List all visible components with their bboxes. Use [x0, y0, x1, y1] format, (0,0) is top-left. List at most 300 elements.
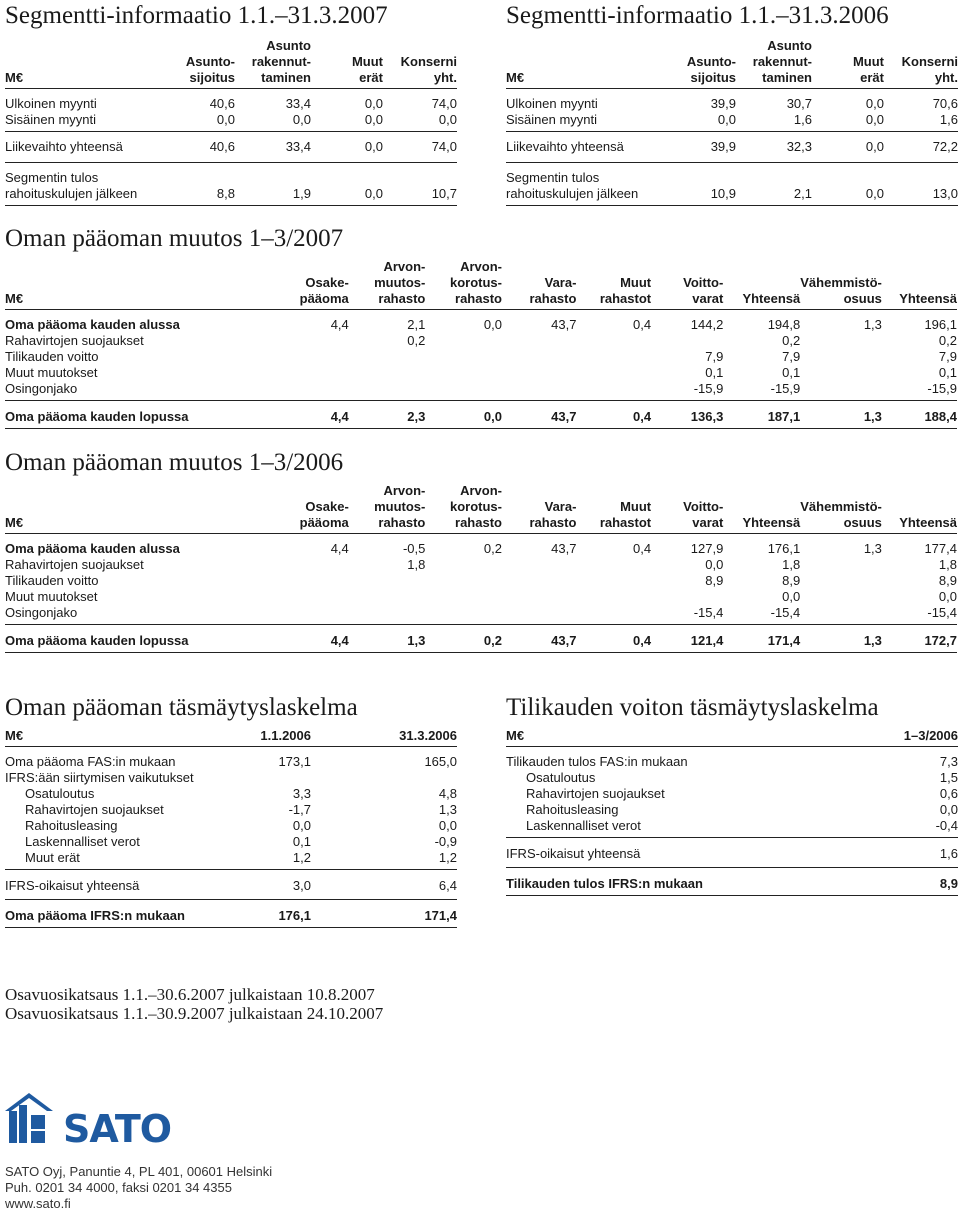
column-header: 31.3.2006 [399, 728, 457, 743]
table-row [5, 365, 957, 381]
cell-value: -15,4 [693, 605, 724, 620]
cell-value [576, 573, 651, 589]
cell-value: 0,2 [938, 333, 957, 348]
cell-value: 8,9 [938, 573, 957, 588]
cell-value: 10,7 [431, 186, 457, 201]
segment-table-2007 [5, 38, 457, 206]
column-header: Arvon- muutos- rahasto [374, 259, 426, 306]
cell-value [800, 333, 882, 349]
column-header: Yhteensä [899, 291, 957, 306]
column-header: 1.1.2006 [260, 728, 311, 743]
equity-table-2006 [5, 483, 957, 653]
cell-value [425, 589, 502, 605]
website-link[interactable]: www.sato.fi [5, 1196, 71, 1211]
cell-value: 4,4 [330, 317, 349, 332]
column-header: Yhteensä [742, 515, 801, 530]
cell-value: 1,3 [863, 541, 882, 556]
section-row [5, 770, 457, 786]
cell-value: 72,2 [932, 139, 958, 154]
total-row [506, 868, 958, 896]
cell-value: 0,2 [483, 633, 502, 648]
column-header: Muut rahastot [599, 275, 652, 306]
table-row [5, 333, 957, 349]
logo-wordmark: SATO [63, 1107, 172, 1151]
spacer-row [506, 89, 958, 97]
row-label: IFRS-oikaisut yhteensä [5, 878, 140, 893]
column-header: Vara- rahasto [529, 499, 577, 530]
address-line: SATO Oyj, Panuntie 4, PL 401, 00601 Helsinki [5, 1164, 273, 1179]
cell-value: 1,8 [938, 557, 957, 572]
row-label: Oma pääoma kauden lopussa [5, 409, 189, 424]
cell-value [502, 557, 576, 573]
row-label: Osingonjako [5, 381, 78, 396]
cell-value: 171,4 [767, 633, 801, 648]
table-row [5, 132, 457, 163]
table-row [506, 170, 958, 186]
cell-value [248, 557, 349, 573]
cell-value: 188,4 [924, 409, 957, 424]
cell-value: 8,9 [705, 573, 724, 588]
cell-value [651, 589, 723, 605]
cell-value: 0,4 [633, 317, 652, 332]
cell-value: -15,9 [770, 381, 801, 396]
cell-value [425, 381, 502, 401]
cell-value [425, 573, 502, 589]
cell-value: 194,8 [767, 317, 801, 332]
row-label: Rahoitusleasing [25, 818, 118, 833]
table-row [506, 786, 958, 802]
cell-value: 1,6 [939, 846, 958, 861]
table-header-row [5, 483, 957, 534]
row-label: Liikevaihto yhteensä [506, 139, 624, 154]
section-title: Oman pääoman täsmäytyslaskelma [5, 694, 358, 721]
row-label: Oma pääoma IFRS:n mukaan [5, 908, 185, 923]
row-label: Laskennalliset verot [25, 834, 140, 849]
cell-value: 1,3 [863, 317, 882, 332]
cell-value: 172,7 [924, 633, 957, 648]
column-header: Arvon- korotus- rahasto [449, 483, 502, 530]
equity-change-2007 [5, 225, 957, 429]
cell-value [248, 365, 349, 381]
cell-value: 0,0 [292, 112, 311, 127]
table-row [5, 349, 957, 365]
row-label: rahoituskulujen jälkeen [5, 186, 138, 201]
cell-value: 10,9 [710, 186, 736, 201]
header-unit: M€ [5, 70, 24, 85]
equity-reconciliation [5, 694, 457, 928]
cell-value [349, 589, 426, 605]
segment-info-2006 [506, 2, 958, 206]
row-label: Segmentin tulos [506, 170, 600, 185]
cell-value: 1,9 [292, 186, 311, 201]
table-row [5, 96, 457, 112]
section-title: Segmentti-informaatio 1.1.–31.3.2007 [5, 2, 388, 29]
table-header-row [506, 728, 958, 747]
cell-value: 30,7 [786, 96, 812, 111]
cell-value: 0,2 [407, 333, 426, 348]
cell-value: 144,2 [690, 317, 724, 332]
segment-info-2007 [5, 2, 457, 206]
table-header-row [5, 728, 457, 747]
cell-value [502, 349, 576, 365]
table-row [5, 557, 957, 573]
row-label: Muut muutokset [5, 589, 98, 604]
cell-value [425, 349, 502, 365]
cell-value: 32,3 [786, 139, 812, 154]
cell-value: 1,2 [292, 850, 311, 865]
cell-value [576, 605, 651, 625]
cell-value: 1,3 [863, 409, 882, 424]
cell-value: -0,9 [434, 834, 457, 849]
table-row [506, 754, 958, 770]
row-label: Sisäinen myynti [5, 112, 97, 127]
cell-value: 165,0 [424, 754, 457, 769]
cell-value: 0,0 [438, 818, 457, 833]
cell-value: 173,1 [278, 754, 311, 769]
column-header: Yhteensä [899, 515, 957, 530]
cell-value: 33,4 [285, 139, 311, 154]
column-header: Arvon- muutos- rahasto [374, 483, 426, 530]
cell-value [248, 605, 349, 625]
cell-value: 43,7 [551, 633, 577, 648]
table-header-row [5, 38, 457, 89]
cell-value: 70,6 [932, 96, 958, 111]
cell-value [800, 349, 882, 365]
cell-value [800, 381, 882, 401]
cell-value: 0,1 [782, 365, 801, 380]
cell-value [349, 365, 426, 381]
cell-value: 0,0 [364, 96, 383, 111]
cell-value [165, 170, 235, 186]
row-label: Osatuloutus [25, 786, 95, 801]
cell-value: 1,6 [793, 112, 812, 127]
row-label: Rahavirtojen suojaukset [25, 802, 164, 817]
row-label: Tilikauden voitto [5, 349, 99, 364]
cell-value: 1,2 [438, 850, 457, 865]
cell-value: 39,9 [710, 139, 736, 154]
cell-value: 1,8 [407, 557, 426, 572]
cell-value [383, 170, 457, 186]
cell-value: 0,0 [216, 112, 235, 127]
cell-value [502, 333, 576, 349]
cell-value [502, 381, 576, 401]
cell-value: 0,0 [364, 112, 383, 127]
cell-value: 40,6 [209, 96, 235, 111]
section-title: Oman pääoman muutos 1–3/2006 [5, 449, 344, 476]
row-label: Sisäinen myynti [506, 112, 598, 127]
table-row [5, 541, 957, 557]
cell-value: 0,0 [292, 818, 311, 833]
cell-value: 0,4 [633, 541, 652, 556]
cell-value: 0,0 [483, 317, 502, 332]
cell-value [812, 170, 884, 186]
column-header: Vähemmistö- osuus [800, 499, 882, 530]
column-header: Osake- pääoma [299, 275, 349, 306]
equity-change-2006 [5, 449, 957, 653]
cell-value: 0,0 [717, 112, 736, 127]
cell-value [651, 333, 723, 349]
cell-value: 2,1 [407, 317, 426, 332]
cell-value: 7,3 [939, 754, 958, 769]
cell-value: 74,0 [431, 139, 457, 154]
cell-value: 0,1 [938, 365, 957, 380]
column-header: Arvon- korotus- rahasto [449, 259, 502, 306]
table-row [5, 818, 457, 834]
cell-value [248, 333, 349, 349]
row-label: Segmentin tulos [5, 170, 99, 185]
cell-value [502, 589, 576, 605]
cell-value [502, 365, 576, 381]
column-header: Asunto- sijoitus [686, 54, 736, 85]
table-row [506, 770, 958, 786]
header-unit: M€ [5, 728, 24, 743]
cell-value [736, 170, 812, 186]
cell-value [576, 333, 651, 349]
header-unit: M€ [5, 291, 24, 306]
total-row [5, 900, 457, 928]
phone-line: Puh. 0201 34 4000, faksi 0201 34 4355 [5, 1180, 232, 1195]
table-header-row [5, 259, 957, 310]
cell-value [800, 365, 882, 381]
cell-value: 0,0 [364, 186, 383, 201]
cell-value [349, 381, 426, 401]
cell-value [800, 557, 882, 573]
cell-value: 0,1 [705, 365, 724, 380]
row-label: Rahavirtojen suojaukset [5, 557, 144, 572]
cell-value: 121,4 [690, 633, 724, 648]
cell-value [576, 589, 651, 605]
cell-value: 0,0 [865, 139, 884, 154]
row-label: Muut muutokset [5, 365, 98, 380]
cell-value: 43,7 [551, 409, 577, 424]
section-title: Oman pääoman muutos 1–3/2007 [5, 225, 344, 252]
spacer-row [5, 310, 957, 318]
row-label: Oma pääoma kauden alussa [5, 541, 180, 556]
equity-table-2007 [5, 259, 957, 429]
section-title: Tilikauden voiton täsmäytyslaskelma [506, 694, 879, 721]
cell-value: 7,9 [938, 349, 957, 364]
cell-value [576, 349, 651, 365]
column-header: Osake- pääoma [299, 499, 349, 530]
column-header: Asunto rakennut- taminen [752, 38, 812, 85]
section-title: Segmentti-informaatio 1.1.–31.3.2006 [506, 2, 889, 29]
cell-value: 136,3 [690, 409, 724, 424]
table-row [5, 381, 957, 401]
table-row [5, 605, 957, 625]
profit-reconciliation [506, 694, 958, 896]
cell-value: 196,1 [924, 317, 957, 332]
cell-value [502, 573, 576, 589]
cell-value: 1,3 [407, 633, 426, 648]
cell-value: 127,9 [690, 541, 724, 556]
cell-value: 1,3 [438, 802, 457, 817]
column-header: Asunto rakennut- taminen [251, 38, 311, 85]
cell-value: -15,4 [770, 605, 801, 620]
cell-value: 0,2 [782, 333, 801, 348]
table-row [5, 786, 457, 802]
table-row [506, 96, 958, 112]
column-header: Asunto- sijoitus [185, 54, 235, 85]
spacer-row [506, 747, 958, 755]
table-row [5, 170, 457, 186]
cell-value [349, 605, 426, 625]
spacer-row [5, 747, 457, 755]
cell-value [425, 333, 502, 349]
row-label: Tilikauden tulos FAS:in mukaan [506, 754, 688, 769]
cell-value [311, 170, 383, 186]
cell-value: 176,1 [278, 908, 311, 923]
cell-value [248, 573, 349, 589]
cell-value [800, 573, 882, 589]
column-header: Voitto- varat [683, 275, 724, 306]
cell-value: 4,4 [330, 633, 349, 648]
row-label: Liikevaihto yhteensä [5, 139, 123, 154]
cell-value [884, 170, 958, 186]
cell-value: -15,4 [927, 605, 957, 620]
subtotal-row [506, 838, 958, 868]
cell-value [248, 381, 349, 401]
cell-value: 8,9 [782, 573, 801, 588]
cell-value: 0,4 [633, 409, 652, 424]
cell-value [425, 365, 502, 381]
row-label: Rahavirtojen suojaukset [526, 786, 665, 801]
row-label: Tilikauden voitto [5, 573, 99, 588]
column-header: Yhteensä [742, 291, 801, 306]
table-row [506, 132, 958, 163]
cell-value: 0,0 [865, 96, 884, 111]
cell-value: 171,4 [424, 908, 457, 923]
cell-value: 0,0 [705, 557, 724, 572]
table-row [506, 818, 958, 838]
cell-value [248, 589, 349, 605]
notice-line: Osavuosikatsaus 1.1.–30.6.2007 julkaistaan 10.8.2007 [5, 985, 375, 1004]
profit-reconciliation-table [506, 728, 958, 896]
cell-value: 74,0 [431, 96, 457, 111]
row-label: Osatuloutus [526, 770, 596, 785]
cell-value: 43,7 [551, 317, 577, 332]
cell-value: 0,0 [938, 589, 957, 604]
cell-value: 2,1 [793, 186, 812, 201]
spacer-row [5, 163, 457, 171]
column-header: Muut rahastot [599, 499, 652, 530]
row-label: Osingonjako [5, 605, 78, 620]
cell-value: 4,4 [330, 409, 349, 424]
table-row [5, 112, 457, 132]
row-label: IFRS:ään siirtymisen vaikutukset [5, 770, 194, 785]
cell-value: 0,0 [865, 112, 884, 127]
publication-notice [5, 985, 383, 1023]
notice-line: Osavuosikatsaus 1.1.–30.9.2007 julkaistaan 24.10.2007 [5, 1004, 384, 1023]
cell-value: 0,1 [292, 834, 311, 849]
header-unit: M€ [5, 515, 24, 530]
row-label: IFRS-oikaisut yhteensä [506, 846, 641, 861]
table-row [5, 834, 457, 850]
table-row [5, 754, 457, 770]
segment-table-2006 [506, 38, 958, 206]
cell-value [425, 605, 502, 625]
cell-value: 0,6 [939, 786, 958, 801]
table-row [5, 186, 457, 206]
subtotal-row [5, 870, 457, 900]
column-header: Muut erät [351, 54, 383, 85]
row-label: Ulkoinen myynti [5, 96, 97, 111]
cell-value: 187,1 [767, 409, 801, 424]
cell-value: 1,6 [939, 112, 958, 127]
column-header: Konserni yht. [901, 54, 958, 85]
row-label: Ulkoinen myynti [506, 96, 598, 111]
cell-value [425, 557, 502, 573]
cell-value: 0,0 [438, 112, 457, 127]
row-label: Oma pääoma FAS:in mukaan [5, 754, 176, 769]
cell-value: -15,9 [927, 381, 957, 396]
column-header: Muut erät [852, 54, 884, 85]
column-header: Konserni yht. [400, 54, 457, 85]
cell-value [576, 381, 651, 401]
cell-value: -0,4 [935, 818, 958, 833]
cell-value: 1,5 [939, 770, 958, 785]
cell-value: 3,0 [292, 878, 311, 893]
cell-value [235, 170, 311, 186]
total-row [5, 625, 957, 653]
cell-value: 33,4 [285, 96, 311, 111]
cell-value: 40,6 [209, 139, 235, 154]
cell-value: 0,0 [782, 589, 801, 604]
cell-value: 176,1 [767, 541, 801, 556]
cell-value [800, 589, 882, 605]
column-header: Voitto- varat [683, 499, 724, 530]
header-unit: M€ [506, 70, 525, 85]
cell-value: 8,9 [939, 876, 958, 891]
cell-value: 6,4 [438, 878, 457, 893]
row-label: Rahavirtojen suojaukset [5, 333, 144, 348]
company-address [5, 1164, 272, 1212]
spacer-row [5, 534, 957, 542]
total-row [5, 401, 957, 429]
cell-value: 7,9 [782, 349, 801, 364]
table-row [5, 317, 957, 333]
equity-reconciliation-table [5, 728, 457, 928]
cell-value: 0,0 [865, 186, 884, 201]
cell-value: -0,5 [402, 541, 426, 556]
row-label: Laskennalliset verot [526, 818, 641, 833]
cell-value [349, 573, 426, 589]
cell-value: -1,7 [288, 802, 311, 817]
cell-value: 39,9 [710, 96, 736, 111]
row-label: Muut erät [25, 850, 80, 865]
cell-value: 2,3 [407, 409, 426, 424]
cell-value: 4,4 [330, 541, 349, 556]
cell-value: 4,8 [438, 786, 457, 801]
table-row [5, 850, 457, 870]
cell-value [576, 365, 651, 381]
cell-value: 8,8 [216, 186, 235, 201]
table-row [506, 112, 958, 132]
cell-value: 0,0 [483, 409, 502, 424]
cell-value: 1,3 [863, 633, 882, 648]
column-header: Vähemmistö- osuus [800, 275, 882, 306]
sato-logo [5, 1093, 172, 1153]
spacer-row [506, 163, 958, 171]
cell-value [248, 349, 349, 365]
cell-value [666, 170, 736, 186]
cell-value: 13,0 [932, 186, 958, 201]
cell-value: 0,0 [939, 802, 958, 817]
cell-value: 3,3 [292, 786, 311, 801]
header-unit: M€ [506, 728, 525, 743]
cell-value [800, 605, 882, 625]
cell-value: 43,7 [551, 541, 577, 556]
cell-value: -15,9 [693, 381, 724, 396]
